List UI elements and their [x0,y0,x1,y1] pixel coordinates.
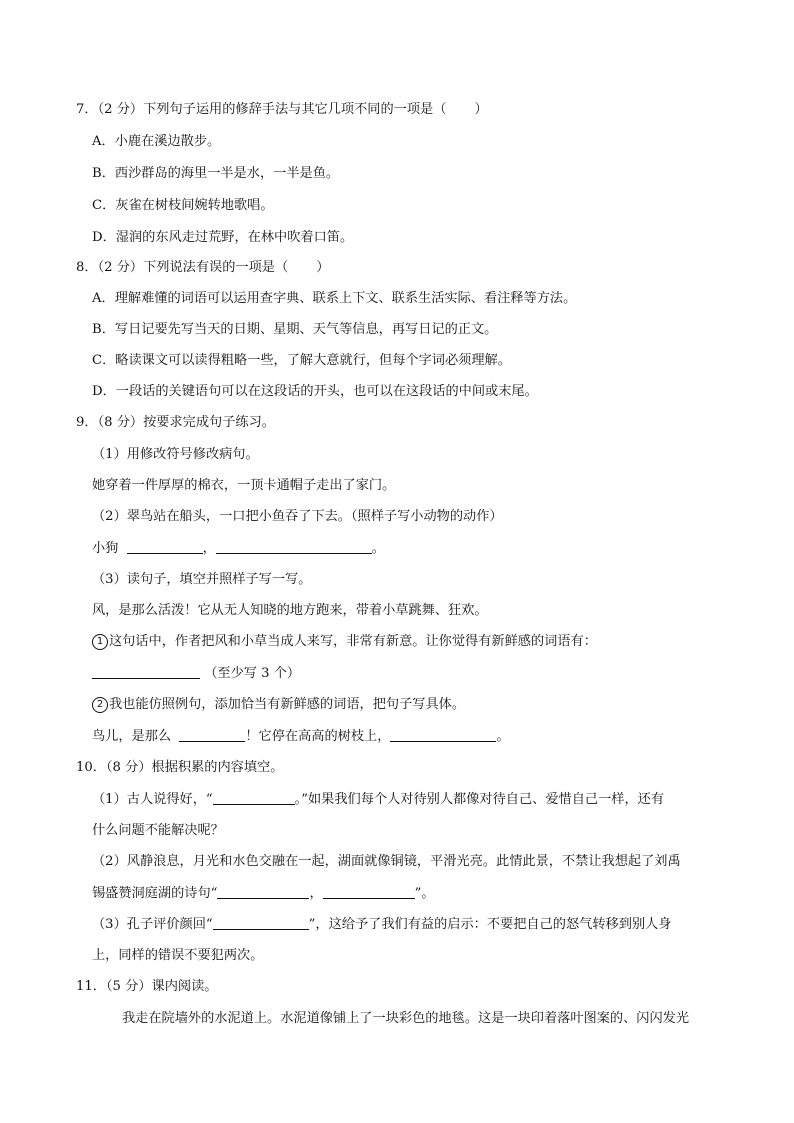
answer-blank[interactable] [213,790,295,805]
q8-option-a: A．理解难懂的词语可以运用查字典、联系上下文、联系生活实际、看注释等方法。 [92,291,577,306]
q9-part2-title: （2）翠鸟站在船头，一口把小鱼吞了下去。（照样子写小动物的动作） [92,509,503,524]
q10-part3-line2: 上，同样的错误不要犯两次。 [92,948,264,963]
answer-blank[interactable] [217,884,309,899]
q9-part1-title: （1）用修改符号修改病句。 [92,447,259,462]
q10-part2-line2: 锡盛赞洞庭湖的诗句“ ， ”。 [92,886,435,901]
q7-option-b: B．西沙群岛的海里一半是水，一半是鱼。 [92,166,340,181]
q9-part1-sentence: 她穿着一件厚厚的棉衣，一顶卡通帽子走出了家门。 [92,478,396,493]
q10-part3-line1: （3）孔子评价颜回“ ”，这给予了我们有益的启示：不要把自己的怒气转移到别人身 [92,917,672,932]
q7-option-d: D．湿润的东风走过荒野，在林中吹着口笛。 [92,230,354,245]
q9-sub1-answer-line: （至少写 3 个） [92,664,300,684]
q10-part1-line2: 什么问题不能解决呢？ [92,823,224,838]
q10-part2-line1: （2）风静浪息，月光和水色交融在一起，湖面就像铜镜，平滑光亮。此情此景，不禁让我想起了刘禹 [92,854,681,869]
answer-blank[interactable] [179,727,245,742]
q9-part3-sentence: 风，是那么活泼！它从无人知晓的地方跑来，带着小草跳舞、狂欢。 [92,603,488,618]
q8-option-d: D．一段话的关键语句可以在这段话的开头，也可以在这段话的中间或末尾。 [92,384,538,399]
answer-blank[interactable] [92,664,200,679]
circled-number: 2 [92,697,108,713]
q7-option-c: C．灰雀在树枝间婉转地歌唱。 [92,198,274,213]
q9-sub1: 1 这句话中，作者把风和小草当成人来写，非常有新意。让你觉得有新鲜感的词语有： [92,632,597,652]
q10-part1-line1: （1）古人说得好，“ 。”如果我们每个人对待别人都像对待自己、爱惜自己一样，还有 [92,792,665,807]
answer-blank[interactable] [390,727,496,742]
q7-option-a: A．小鹿在溪边散步。 [92,134,221,149]
q9-sub2: 2 我也能仿照例句，添加恰当有新鲜感的词语，把句子写具体。 [92,695,465,715]
q10-stem: 10．（8 分）根据积累的内容填空。 [76,760,284,775]
q9-part2-answer-line: 小狗 ， 。 [92,541,385,556]
q8-option-c: C．略读课文可以读得粗略一些，了解大意就行，但每个字词必须理解。 [92,353,511,368]
answer-blank[interactable] [323,884,415,899]
q11-reading-paragraph: 我走在院墙外的水泥道上。水泥道像铺上了一块彩色的地毯。这是一块印着落叶图案的、闪闪发光 [122,1011,690,1026]
q7-stem: 7．（2 分）下列句子运用的修辞手法与其它几项不同的一项是（ ） [76,102,488,117]
circled-number: 1 [92,634,108,650]
answer-blank[interactable] [127,539,203,554]
answer-blank[interactable] [216,539,372,554]
q9-part3-title: （3）读句子，填空并照样子写一写。 [92,572,312,587]
q9-stem: 9．（8 分）按要求完成句子练习。 [76,415,275,430]
q8-stem: 8．（2 分）下列说法有误的一项是（ ） [76,260,330,275]
q8-option-b: B．写日记要先写当天的日期、星期、天气等信息，再写日记的正文。 [92,322,498,337]
answer-blank[interactable] [213,915,309,930]
q11-stem: 11．（5 分）课内阅读。 [76,979,218,994]
q9-sub2-answer-line: 鸟儿，是那么 ！它停在高高的树枝上， 。 [92,729,510,744]
